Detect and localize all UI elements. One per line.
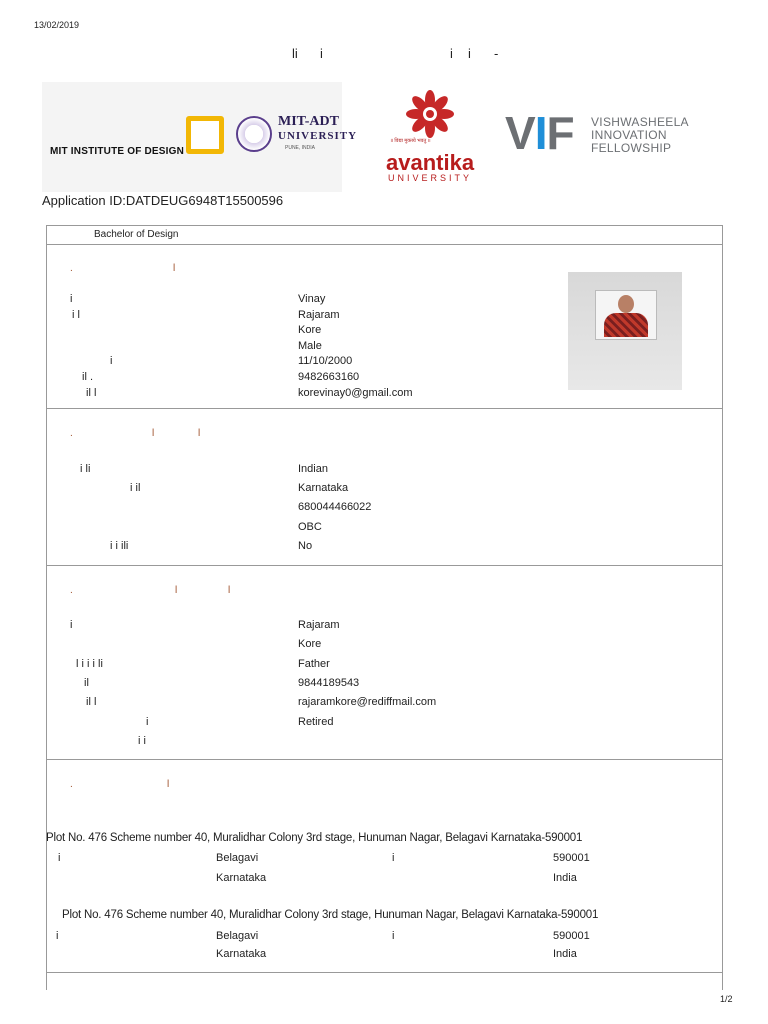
personal-last-name: Kore	[298, 324, 322, 336]
personal-email: korevinay0@gmail.com	[298, 387, 413, 399]
mit-adt-subtitle: UNIVERSITY	[278, 130, 358, 142]
mit-square-logo-icon	[186, 116, 224, 154]
divider-address	[46, 972, 723, 973]
divider-personal	[46, 408, 723, 409]
parent-heading-glyph-2: l	[228, 585, 231, 596]
permanent-address-line: Plot No. 476 Scheme number 40, Muralidhar Colony 3rd stage, Hunuman Nagar, Belagavi Karnataka-590001	[46, 832, 583, 844]
avantika-university: UNIVERSITY	[388, 173, 473, 183]
correspondence-pin: 590001	[553, 930, 590, 942]
parent-label-6: i	[146, 716, 149, 728]
personal-label-7: il l	[86, 387, 97, 399]
title-fragment-5: -	[494, 46, 499, 61]
other-label-2: i il	[130, 482, 141, 494]
parent-label-1: i	[70, 619, 73, 631]
program-name: Bachelor of Design	[94, 229, 179, 240]
page-number: 1/2	[720, 994, 733, 1004]
parent-heading-dot: .	[70, 585, 73, 596]
parent-label-4: il	[84, 677, 89, 689]
divider-program	[46, 244, 723, 245]
photo-person-head	[618, 295, 634, 313]
other-heading-dot: .	[70, 428, 73, 439]
parent-label-7: i i	[138, 735, 146, 747]
address-heading-dot: .	[70, 779, 73, 790]
mit-adt-city: PUNE, INDIA	[285, 145, 316, 151]
correspondence-address-line: Plot No. 476 Scheme number 40, Muralidhar Colony 3rd stage, Hunuman Nagar, Belagavi Karnataka-590001	[62, 909, 599, 921]
parent-email: rajaramkore@rediffmail.com	[298, 696, 437, 708]
personal-gender: Male	[298, 340, 322, 352]
other-label-1: i li	[80, 463, 91, 475]
mit-design-logo-text: MIT INSTITUTE OF DESIGN	[50, 146, 185, 157]
permanent-label-city: i	[58, 852, 61, 864]
correspondence-country: India	[553, 948, 577, 960]
permanent-label-pin: i	[392, 852, 395, 864]
parent-relation: Father	[298, 658, 330, 670]
correspondence-city: Belagavi	[216, 930, 259, 942]
personal-first-name: Vinay	[298, 293, 326, 305]
photo-frame	[595, 290, 657, 340]
personal-label-1: i	[70, 293, 73, 305]
personal-label-5: i	[110, 355, 113, 367]
personal-heading-glyph: l	[173, 263, 176, 274]
permanent-state: Karnataka	[216, 872, 267, 884]
avantika-tagline: ॥ विद्या मुक्तये भवतु ॥	[390, 138, 431, 144]
address-heading-glyph: l	[167, 779, 170, 790]
title-fragment-1: li	[292, 46, 298, 61]
application-id: Application ID:DATDEUG6948T15500596	[42, 193, 284, 208]
frame-top	[46, 225, 723, 226]
parent-occupation: Retired	[298, 716, 334, 728]
other-heading-glyph-2: l	[198, 428, 201, 439]
divider-other	[46, 565, 723, 566]
frame-right	[722, 225, 723, 990]
other-state: Karnataka	[298, 482, 349, 494]
university-seal-icon	[236, 116, 272, 152]
divider-parent	[46, 759, 723, 760]
correspondence-label-pin: i	[392, 930, 395, 942]
applicant-photo	[568, 272, 682, 390]
permanent-city: Belagavi	[216, 852, 259, 864]
personal-dob: 11/10/2000	[298, 355, 353, 367]
personal-label-6: il .	[82, 371, 93, 383]
mit-adt-title: MIT-ADT	[278, 114, 339, 129]
parent-first-name: Rajaram	[298, 619, 340, 631]
parent-label-5: il l	[86, 696, 97, 708]
parent-heading-glyph-1: l	[175, 585, 178, 596]
parent-last-name: Kore	[298, 638, 322, 650]
personal-mobile: 9482663160	[298, 371, 360, 383]
other-label-5: i i ili	[110, 540, 129, 552]
permanent-country: India	[553, 872, 577, 884]
other-id-number: 680044466022	[298, 501, 372, 513]
parent-label-3: l i i i li	[76, 658, 103, 670]
title-fragment-4: i	[468, 46, 471, 61]
parent-mobile: 9844189543	[298, 677, 360, 689]
vif-logo: VIF	[505, 107, 574, 159]
frame-left	[46, 225, 47, 990]
other-nationality: Indian	[298, 463, 328, 475]
vif-logo-words: VISHWASHEELA INNOVATION FELLOWSHIP	[591, 115, 689, 155]
other-heading-glyph-1: l	[152, 428, 155, 439]
print-date: 13/02/2019	[34, 20, 80, 30]
title-fragment-2: i	[320, 46, 323, 61]
other-disability: No	[298, 540, 313, 552]
permanent-pin: 590001	[553, 852, 590, 864]
avantika-name: avantika	[386, 150, 475, 175]
other-category: OBC	[298, 521, 322, 533]
correspondence-state: Karnataka	[216, 948, 267, 960]
photo-person-body	[604, 313, 648, 337]
correspondence-label-city: i	[56, 930, 59, 942]
personal-heading-dot: .	[70, 263, 73, 274]
title-fragment-3: i	[450, 46, 453, 61]
personal-label-2: i l	[72, 309, 80, 321]
personal-middle-name: Rajaram	[298, 309, 340, 321]
